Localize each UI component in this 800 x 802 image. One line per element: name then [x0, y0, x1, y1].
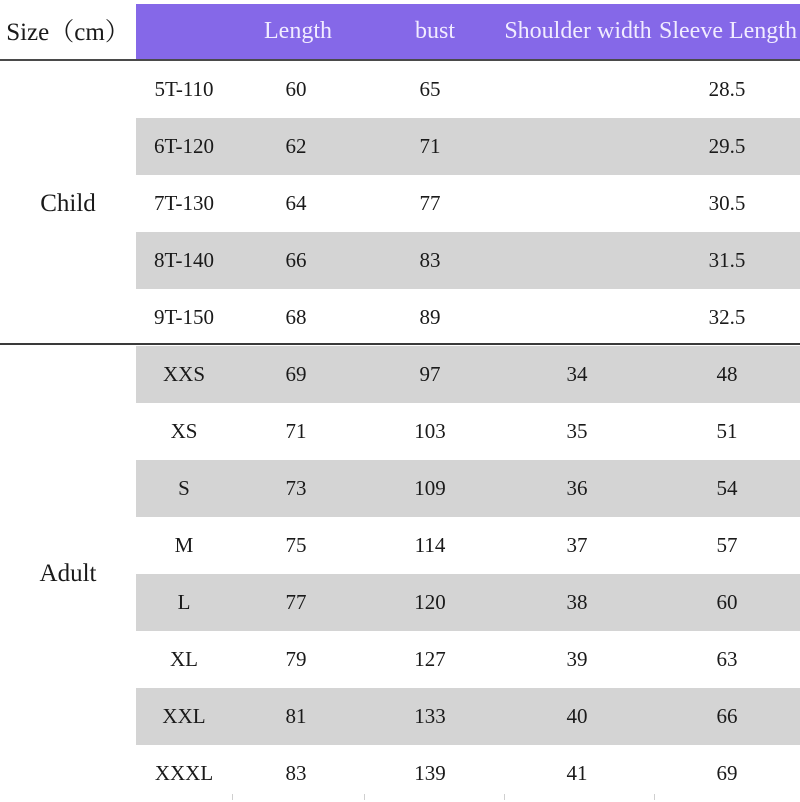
shoulder-cell: 37 — [566, 533, 588, 557]
bust-cell: 89 — [419, 305, 441, 329]
shoulder-cell: 41 — [566, 761, 588, 785]
size-cell: XXL — [162, 704, 206, 728]
shoulder-cell: 39 — [566, 647, 588, 671]
size-cell: S — [178, 476, 190, 500]
shoulder-cell: 34 — [566, 362, 588, 386]
bust-cell: 133 — [414, 704, 446, 728]
size-cell: M — [174, 533, 194, 557]
sleeve-cell: 28.5 — [708, 77, 746, 101]
group-label-child: Child — [40, 189, 96, 217]
length-cell: 62 — [285, 134, 307, 158]
shoulder-cell — [500, 289, 654, 346]
sleeve-cell: 48 — [716, 362, 738, 386]
sleeve-cell: 29.5 — [708, 134, 746, 158]
length-cell: 75 — [285, 533, 307, 557]
size-cell: XS — [170, 419, 198, 443]
size-cell: 6T-120 — [154, 134, 214, 158]
shoulder-cell — [500, 232, 654, 289]
length-cell: 77 — [285, 590, 307, 614]
shoulder-cell: 35 — [566, 419, 588, 443]
bust-cell: 103 — [414, 419, 446, 443]
length-cell: 79 — [285, 647, 307, 671]
bust-cell: 114 — [414, 533, 446, 557]
size-cell: L — [177, 590, 191, 614]
length-cell: 66 — [285, 248, 307, 272]
bust-cell: 120 — [414, 590, 446, 614]
length-cell: 71 — [285, 419, 307, 443]
bottom-gridline-ticks — [0, 794, 800, 800]
shoulder-cell: 38 — [566, 590, 588, 614]
size-cell: 5T-110 — [154, 77, 214, 101]
sleeve-cell: 54 — [716, 476, 738, 500]
sleeve-cell: 57 — [716, 533, 738, 557]
header-shoulder-width: Shoulder width — [504, 18, 652, 44]
bust-cell: 127 — [414, 647, 446, 671]
bust-cell: 97 — [419, 362, 441, 386]
sleeve-cell: 32.5 — [708, 305, 746, 329]
header-sleeve-length: Sleeve Length — [659, 18, 797, 44]
length-cell: 73 — [285, 476, 307, 500]
table-header — [136, 4, 800, 59]
shoulder-cell — [500, 175, 654, 232]
size-cell: 8T-140 — [154, 248, 214, 272]
sleeve-cell: 69 — [716, 761, 738, 785]
bust-cell: 139 — [414, 761, 446, 785]
size-cell: 7T-130 — [154, 191, 214, 215]
size-unit-label: Size（cm） — [0, 0, 136, 60]
sleeve-cell: 31.5 — [708, 248, 746, 272]
length-cell: 64 — [285, 191, 307, 215]
group-divider — [0, 343, 800, 345]
sleeve-cell: 30.5 — [708, 191, 746, 215]
bust-cell: 65 — [419, 77, 441, 101]
size-cell: 9T-150 — [154, 305, 214, 329]
shoulder-cell: 36 — [566, 476, 588, 500]
sleeve-cell: 60 — [716, 590, 738, 614]
size-cell: XXS — [162, 362, 205, 386]
length-cell: 81 — [285, 704, 307, 728]
shoulder-cell: 40 — [566, 704, 588, 728]
bust-cell: 83 — [419, 248, 441, 272]
group-label-adult: Adult — [39, 560, 97, 587]
length-cell: 68 — [285, 305, 307, 329]
header-length: Length — [264, 18, 332, 44]
size-cell: XXXL — [154, 761, 214, 785]
bust-cell: 109 — [414, 476, 446, 500]
sleeve-cell: 51 — [716, 419, 738, 443]
sleeve-cell: 66 — [716, 704, 738, 728]
size-cell: XL — [170, 647, 198, 671]
bust-cell: 77 — [419, 191, 441, 215]
shoulder-cell — [500, 61, 654, 118]
header-bust: bust — [414, 18, 455, 44]
bust-cell: 71 — [419, 134, 441, 158]
length-cell: 83 — [285, 761, 307, 785]
length-cell: 60 — [285, 77, 307, 101]
shoulder-cell — [500, 118, 654, 175]
sleeve-cell: 63 — [716, 647, 738, 671]
length-cell: 69 — [285, 362, 307, 386]
